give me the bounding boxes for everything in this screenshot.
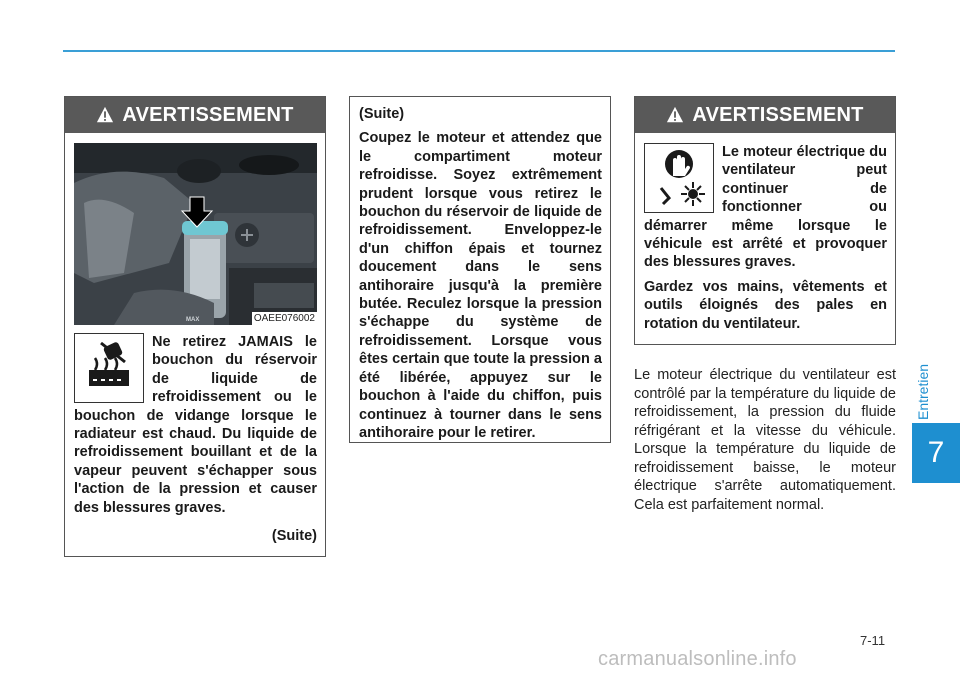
top-rule [63, 50, 895, 52]
engine-bay-illustration [74, 143, 317, 325]
chapter-number-tab [912, 423, 960, 483]
photo-label: MAX [186, 317, 200, 323]
page-number: 7-11 [860, 633, 886, 648]
warning-triangle-icon [666, 106, 684, 124]
warning-header [65, 97, 325, 133]
warning-box-middle [349, 96, 611, 443]
body-paragraph: Le moteur électrique du ventilateur est contrôlé par la température du liquide de refroidissement, la pression du fluide réfrigérant et la vitesse du véhicule. Lorsque la température du liquide de refroidissement baisse, le moteur électrique s'arrête automatiquement. Cela est parfaitement normal. [634, 367, 896, 513]
warning-triangle-icon [96, 106, 114, 124]
left-continued-label: (Suite) [271, 528, 317, 545]
icon-frame-hot-coolant [74, 333, 144, 403]
warning-header [635, 97, 895, 133]
chapter-number: 7 [927, 436, 945, 469]
hand-fan-icon [649, 146, 709, 210]
engine-photo [74, 143, 317, 325]
warning-box-left [64, 96, 326, 557]
icon-frame-fan [644, 143, 714, 213]
warning-title: AVERTISSEMENT [692, 103, 864, 126]
chapter-name-vertical [915, 364, 931, 420]
warning-box-right [634, 96, 896, 345]
photo-caption: OAEE076002 [253, 313, 315, 324]
warning-title: AVERTISSEMENT [122, 103, 294, 126]
hot-radiator-icon [81, 340, 137, 396]
chapter-name: Entretien [915, 363, 931, 420]
middle-continued-label: (Suite) [359, 106, 405, 122]
left-warning-text: Ne retirez JAMAIS le bouchon du réservoir de liquide de refroidissement ou le bouchon de vidange lorsque le radiateur est chaud. Du liquide de refroidissement bouillant et de la vapeur peuvent s'échapper sous l'action de la pression et causer des blessures graves. [74, 334, 317, 516]
watermark: carmanualsonline.info [598, 648, 797, 670]
middle-warning-text: Coupez le moteur et attendez que le compartiment moteur refroidisse. Soyez extrêmement prudent lorsque vous retirez le bouchon du réservoir de liquide de refroidissement. Enveloppez-le d'un chiffon épais et tournez doucement dans le sens antihoraire jusqu'à la première butée. Reculez lorsque la pression s'échappe du système de refroidissement. Lorsque vous êtes certain que toute la pression a été libérée, appuyez sur le bouchon à l'aide du chiffon, puis continuez à tourner dans le sens antihoraire pour le retirer. [359, 130, 602, 441]
right-warning-text-2: Gardez vos mains, vêtements et outils éloignés des pales en rotation du ventilateur. [644, 278, 887, 332]
right-warning-text-1: Le moteur électrique du ventilateur peut continuer de fonctionner ou démarrer même lorsque le véhicule est arrêté et provoquer des blessures graves. [644, 144, 887, 271]
